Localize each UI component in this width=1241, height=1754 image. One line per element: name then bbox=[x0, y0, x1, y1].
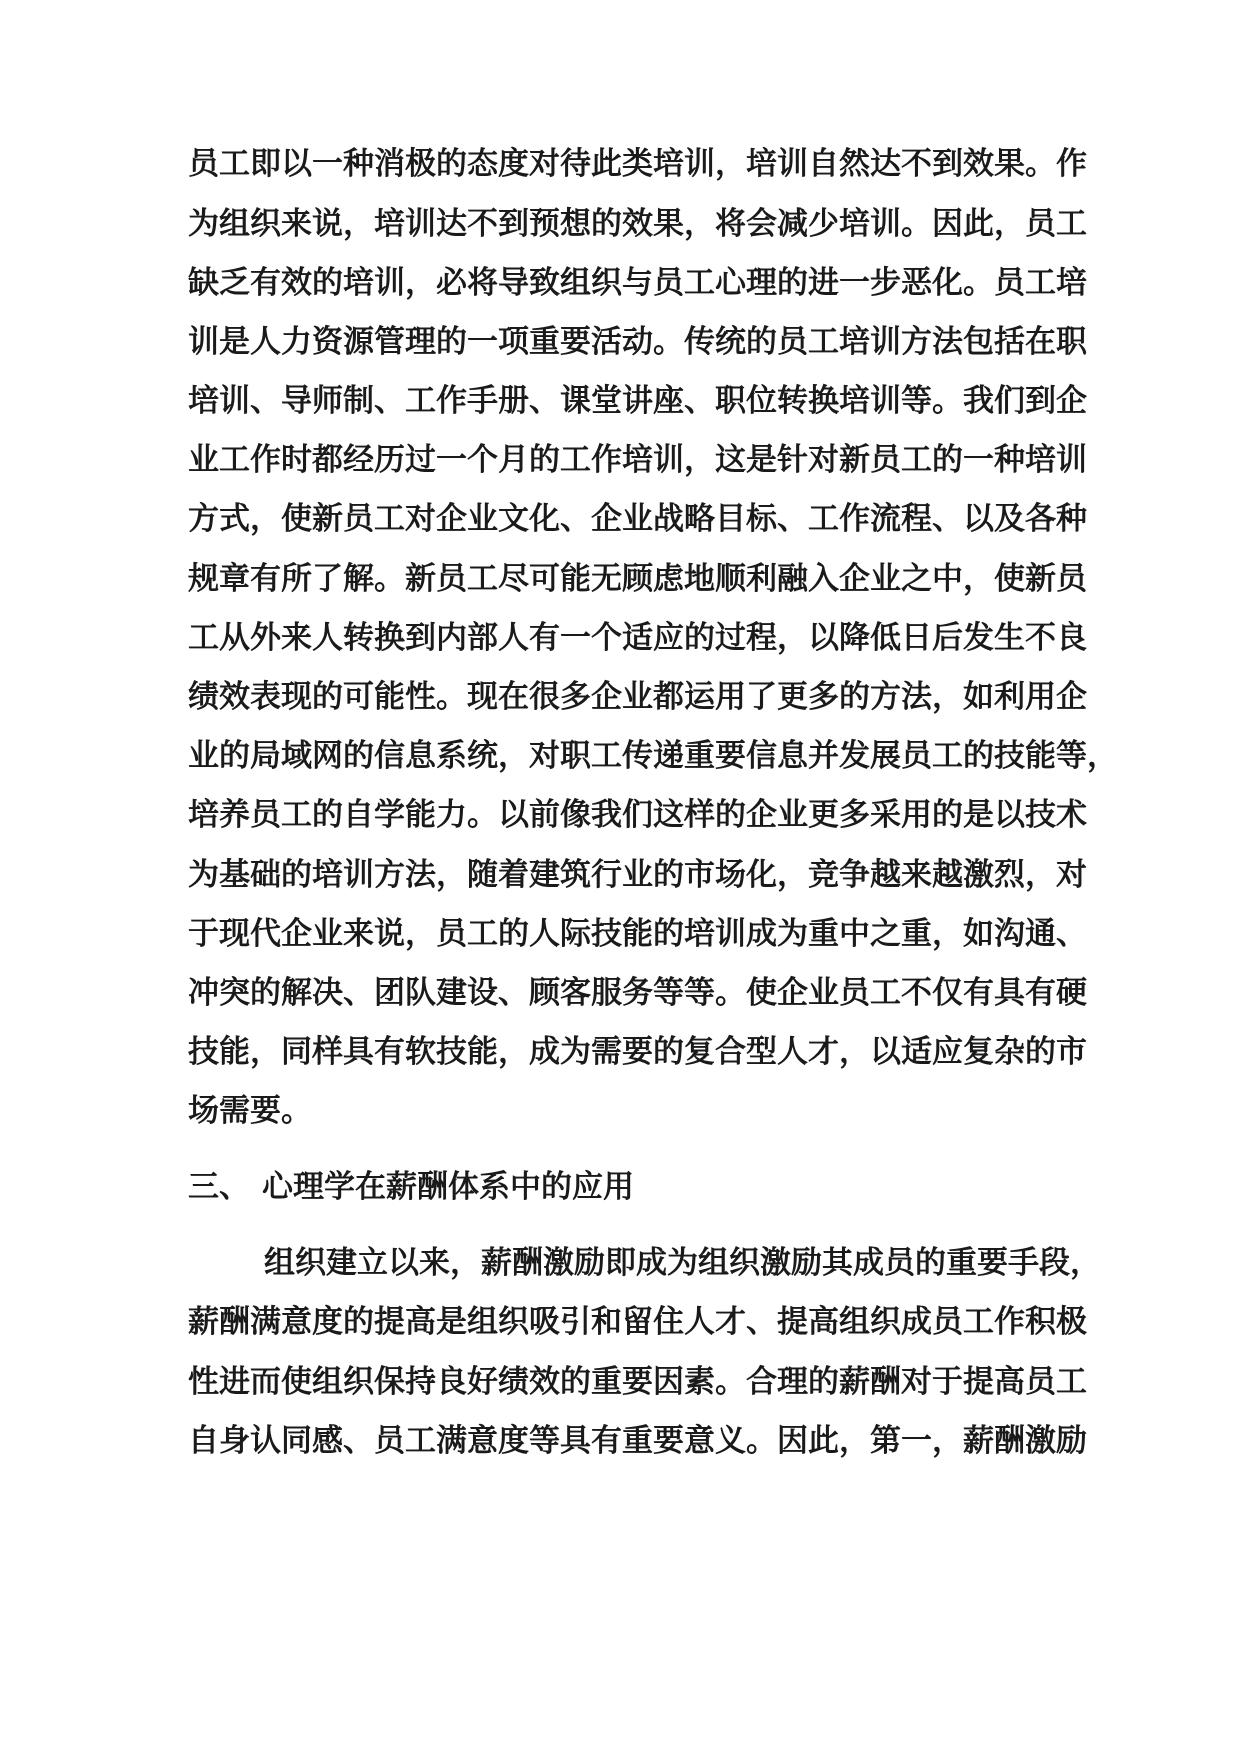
paragraph-1-line-4: 训是人力资源管理的一项重要活动。传统的员工培训方法包括在职 bbox=[188, 324, 1087, 360]
section-heading-number: 三、 bbox=[188, 1169, 250, 1205]
paragraph-1-line-10: 绩效表现的可能性。现在很多企业都运用了更多的方法，如利用企 bbox=[188, 679, 1087, 715]
section-heading bbox=[188, 1163, 988, 1211]
paragraph-2-line-4: 自身认同感、员工满意度等具有重要意义。因此，第一，薪酬激励 bbox=[188, 1423, 1087, 1459]
paragraph-1-line-2: 为组织来说，培训达不到预想的效果，将会减少培训。因此，员工 bbox=[188, 206, 1087, 242]
paragraph-1-line-6: 业工作时都经历过一个月的工作培训，这是针对新员工的一种培训 bbox=[188, 442, 1087, 478]
paragraph-1-line-13: 为基础的培训方法，随着建筑行业的市场化，竞争越来越激烈，对 bbox=[188, 857, 1087, 893]
paragraph-1-line-14: 于现代企业来说，员工的人际技能的培训成为重中之重，如沟通、 bbox=[188, 916, 1087, 952]
paragraph-1-line-9: 工从外来人转换到内部人有一个适应的过程，以降低日后发生不良 bbox=[188, 620, 1087, 656]
paragraph-2-line-2: 薪酬满意度的提高是组织吸引和留住人才、提高组织成员工作积极 bbox=[188, 1304, 1087, 1340]
paragraph-2-line-3: 性进而使组织保持良好绩效的重要因素。合理的薪酬对于提高员工 bbox=[188, 1364, 1087, 1400]
paragraph-1-line-5: 培训、导师制、工作手册、课堂讲座、职位转换培训等。我们到企 bbox=[188, 383, 1087, 419]
paragraph-1-line-12: 培养员工的自学能力。以前像我们这样的企业更多采用的是以技术 bbox=[188, 797, 1087, 833]
paragraph-1-line-17: 场需要。 bbox=[188, 1093, 312, 1129]
section-heading-title: 心理学在薪酬体系中的应用 bbox=[262, 1169, 634, 1205]
paragraph-1-line-1: 员工即以一种消极的态度对待此类培训，培训自然达不到效果。作 bbox=[188, 146, 1087, 182]
paragraph-1-line-15: 冲突的解决、团队建设、顾客服务等等。使企业员工不仅有具有硬 bbox=[188, 975, 1087, 1011]
paragraph-1-line-11: 业的局域网的信息系统，对职工传递重要信息并发展员工的技能等， bbox=[188, 738, 1118, 774]
paragraph-1-line-7: 方式，使新员工对企业文化、企业战略目标、工作流程、以及各种 bbox=[188, 501, 1087, 537]
paragraph-1-line-3: 缺乏有效的培训，必将导致组织与员工心理的进一步恶化。员工培 bbox=[188, 265, 1087, 301]
paragraph-2-line-1: 组织建立以来，薪酬激励即成为组织激励其成员的重要手段， bbox=[264, 1245, 1101, 1281]
paragraph-1-line-16: 技能，同样具有软技能，成为需要的复合型人才，以适应复杂的市 bbox=[188, 1034, 1087, 1070]
paragraph-1-line-8: 规章有所了解。新员工尽可能无顾虑地顺利融入企业之中，使新员 bbox=[188, 561, 1087, 597]
